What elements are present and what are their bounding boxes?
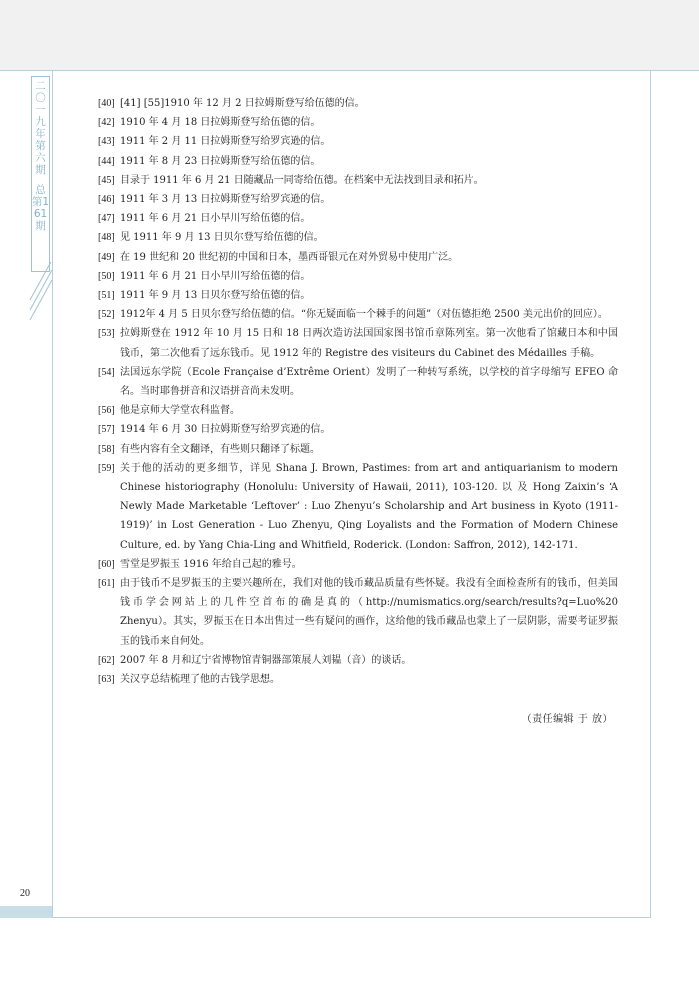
endnote-number: [44] <box>98 155 115 167</box>
sidebar-decoration <box>28 262 54 322</box>
endnote-number: [51] <box>98 290 115 302</box>
endnote-number: [50] <box>98 270 115 282</box>
endnote <box>98 651 618 670</box>
endnote <box>98 440 618 459</box>
endnote-number: [62] <box>98 654 115 666</box>
frame-right-border <box>650 70 651 918</box>
endnote-number: [42] <box>98 117 115 129</box>
endnote <box>98 152 618 171</box>
endnote-text: 2007 年 8 月和辽宁省博物馆青铜器部策展人刘韫（音）的谈话。 <box>120 654 412 666</box>
endnote-number: [48] <box>98 232 115 244</box>
endnote <box>98 305 618 324</box>
endnote-number: [63] <box>98 674 115 686</box>
endnote-number: [54] <box>98 366 115 378</box>
endnote-text: 1911 年 2 月 11 日拉姆斯登写给罗宾逊的信。 <box>120 136 331 148</box>
endnote-number: [43] <box>98 136 115 148</box>
page-number: 20 <box>20 888 30 899</box>
endnote <box>98 324 618 362</box>
endnote <box>98 420 618 439</box>
page-number-band <box>0 906 52 918</box>
endnote-text: 1911 年 6 月 21 日小早川写给伍德的信。 <box>120 213 311 225</box>
endnote-text: 有些内容有全文翻译，有些则只翻译了标题。 <box>120 443 320 455</box>
endnote <box>98 190 618 209</box>
endnote <box>98 555 618 574</box>
endnote-text: [41] [55]1910 年 12 月 2 日拉姆斯登写给伍德的信。 <box>120 98 365 109</box>
endnote-number: [49] <box>98 251 115 263</box>
endnote-text: 见 1911 年 9 月 13 日贝尔登写给伍德的信。 <box>120 232 324 244</box>
endnote <box>98 132 618 151</box>
endnote-text: 1914 年 6 月 30 日拉姆斯登写给罗宾逊的信。 <box>120 424 331 436</box>
endnote-text: 雪堂是罗振玉 1916 年给自己起的雅号。 <box>120 558 302 570</box>
endnote-text: 1911 年 6 月 21 日小早川写给伍德的信。 <box>120 270 311 282</box>
endnote-text: 1910 年 4 月 18 日拉姆斯登写给伍德的信。 <box>120 117 321 129</box>
endnote <box>98 228 618 247</box>
endnote-text: 关汉亨总结梳理了他的古钱学思想。 <box>120 674 280 686</box>
endnote-number: [46] <box>98 194 115 206</box>
endnote <box>98 670 618 689</box>
endnote-number: [57] <box>98 424 115 436</box>
endnote <box>98 94 618 113</box>
sidebar-divider <box>52 70 53 918</box>
endnote-number: [56] <box>98 405 115 417</box>
endnote-text: 目录于 1911 年 6 月 21 日随藏品一同寄给伍德。在档案中无法找到目录和拓片。 <box>120 174 484 186</box>
endnote-number: [59] <box>98 462 115 474</box>
endnote-text: 他是京师大学堂农科监督。 <box>120 405 240 417</box>
endnote <box>98 574 618 651</box>
endnote-text: 1911 年 8 月 23 日拉姆斯登写给伍德的信。 <box>120 155 321 167</box>
endnote-number: [45] <box>98 174 115 186</box>
endnote <box>98 267 618 286</box>
journal-issue: 二〇一九年第六期 <box>35 80 46 176</box>
endnote <box>98 363 618 401</box>
endnote-text: 由于钱币不是罗振玉的主要兴趣所在，我们对他的钱币藏品质量有些怀疑。我没有全面检查所有的钱币，但美国钱币学会网站上的几件空首布的确是真的（http://numismatics.org/search/results?q=Luo%20 Zhenyu）。其实，罗振玉在日本出售过一些有疑问的画作，这给他的钱币藏品也蒙上了一层阴影，需要考证罗振玉的钱币来自何处。 <box>120 578 618 647</box>
header-band <box>0 0 699 71</box>
endnote <box>98 459 618 555</box>
total-issue: 总第161期 <box>31 184 50 232</box>
endnote <box>98 401 618 420</box>
endnote-number: [40] <box>98 98 115 109</box>
endnote-number: [53] <box>98 328 115 340</box>
endnote <box>98 209 618 228</box>
frame-bottom-border <box>52 917 651 918</box>
endnote-number: [61] <box>98 578 115 590</box>
endnote-number: [47] <box>98 213 115 225</box>
endnote-text: 1911 年 9 月 13 日贝尔登写给伍德的信。 <box>120 290 311 302</box>
endnote-text: 拉姆斯登在 1912 年 10 月 15 日和 18 日两次造访法国国家图书馆币章陈列室。第一次他看了馆藏日本和中国钱币，第二次他看了远东钱币。见 1912 年的 Registre des visiteurs du Cabinet des Médailles 手稿。 <box>120 328 618 359</box>
endnote-text: 法国远东学院（Ecole Française d’Extrême Orient）发明了一种转写系统，以学校的首字母缩写 EFEO 命名。当时耶鲁拼音和汉语拼音尚未发明。 <box>120 366 618 398</box>
editor-credit: （责任编辑 于 放） <box>521 714 613 725</box>
endnote-number: [60] <box>98 558 115 570</box>
endnote-number: [52] <box>98 309 115 321</box>
sidebar-issue-label <box>31 80 50 232</box>
endnote-text: 关于他的活动的更多细节，详见 Shana J. Brown, Pastimes: from art and antiquarianism to modern Chinese historiography (Honolulu: University of Hawaii, 2011), 103-120. 以 及 Hong Zaixin’s ‘A Newly Made Marketable ‘Leftover’ : Luo Zhenyu’s Scholarship and Art business in Kyoto (1911-1919)’ in Lost Generation - Luo Zhenyu, Qing Loyalists and the Formation of Modern Chinese Culture, ed. by Yang Chia-Ling and Whitfield, Roderick. (London: Saffron, 2012), 142-171. <box>120 462 618 551</box>
endnote-number: [58] <box>98 443 115 455</box>
endnote <box>98 113 618 132</box>
endnote <box>98 171 618 190</box>
endnote <box>98 248 618 267</box>
endnote <box>98 286 618 305</box>
endnote-text: 1912年 4 月 5 日贝尔登写给伍德的信。“你无疑面临一个棘手的问题”（对伍德拒绝 2500 美元出价的回应）。 <box>120 309 608 321</box>
endnote-text: 1911 年 3 月 13 日拉姆斯登写给罗宾逊的信。 <box>120 194 331 206</box>
endnotes-list <box>98 94 618 689</box>
endnote-text: 在 19 世纪和 20 世纪初的中国和日本，墨西哥银元在对外贸易中使用广泛。 <box>120 251 459 263</box>
